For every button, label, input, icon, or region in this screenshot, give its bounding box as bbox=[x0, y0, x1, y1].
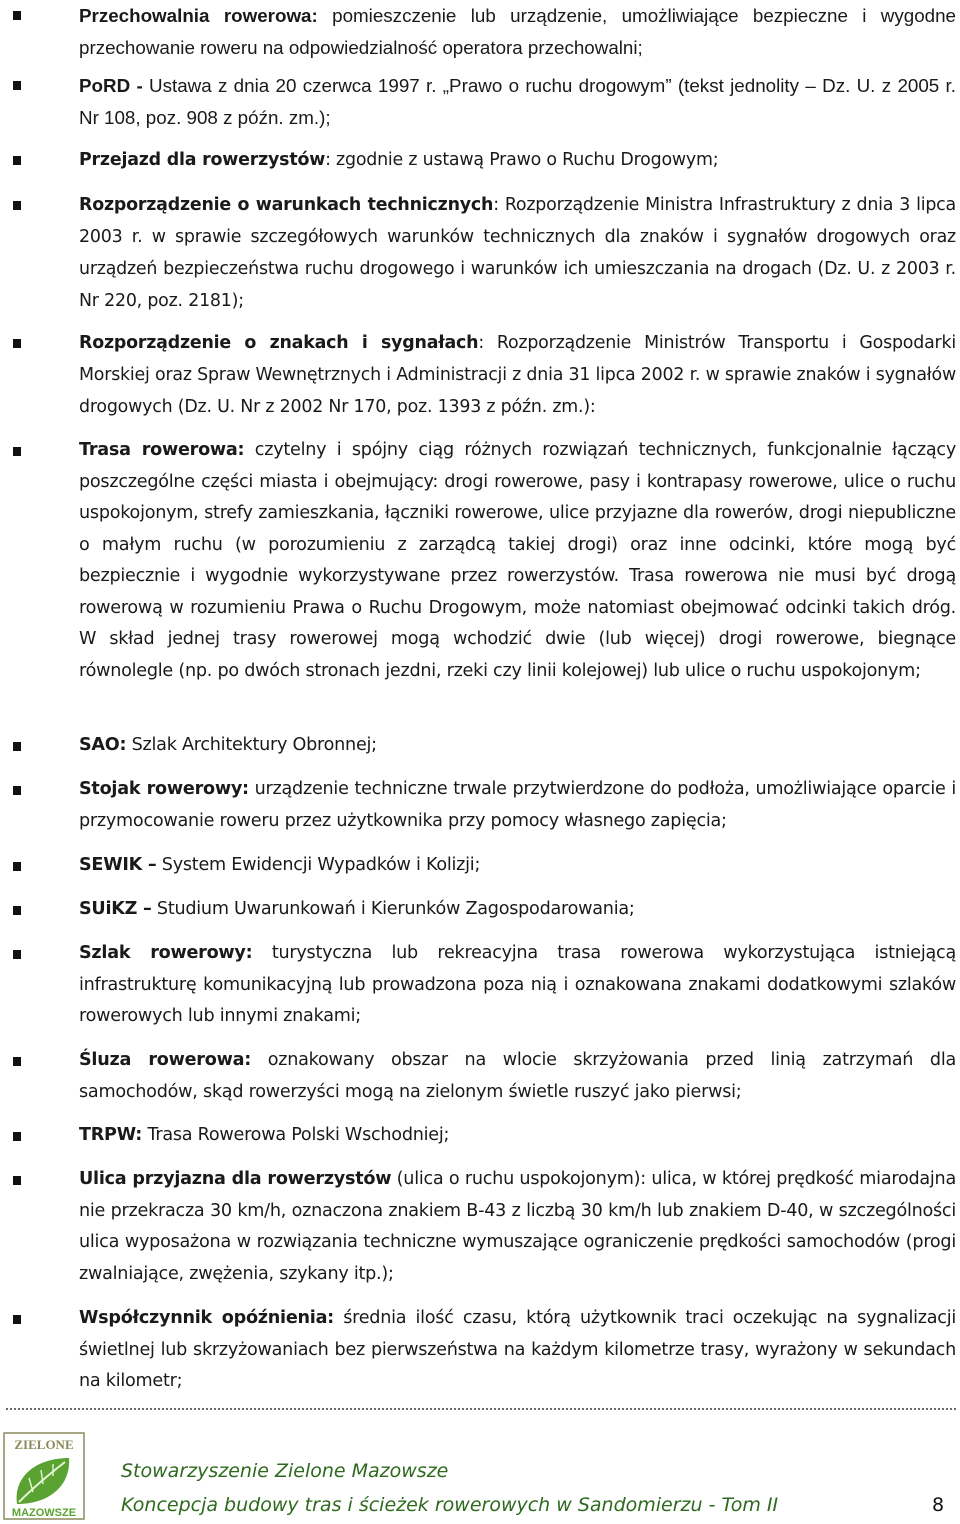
entry-definition: : Rozporządzenie Ministrów Transportu i Gospodarki Morskiej oraz Spraw Wewnętrznych i Administracji z dnia 31 lipca 2002 r. w sprawie znaków i sygnałów drogowych (Dz. U. Nr z 2002 Nr 170, poz. 1393 z późn. zm.): bbox=[79, 333, 957, 417]
entry-definition: urządzenie techniczne trwale przytwierdzone do podłoża, umożliwiające oparcie i przymocowanie roweru przez użytkownika przy pomocy własnego zapięcia; bbox=[79, 779, 956, 831]
logo-top-text: ZIELONE bbox=[14, 1437, 74, 1452]
bullet-icon bbox=[13, 1057, 21, 1066]
entry-text bbox=[79, 189, 956, 317]
entry-text bbox=[79, 327, 956, 423]
entry-text bbox=[79, 0, 956, 64]
logo-bottom-text: MAZOWSZE bbox=[11, 1507, 77, 1519]
zielone-mazowsze-logo bbox=[3, 1432, 85, 1520]
entry-definition: (ulica o ruchu uspokojonym): ulica, w której prędkość miarodajna nie przekracza 30 km/h, oznaczona znakiem B-43 z liczbą 30 km/h lub znakiem D-40, w szczególności ulica wyposażona w rozwiązania techniczne wymuszające ograniczenie prędkości samochodów (progi zwalniające, zwężenia, szykany itp.); bbox=[79, 1169, 956, 1284]
document-title: Koncepcja budowy tras i ścieżek rowerowych w Sandomierzu - Tom II bbox=[121, 1494, 779, 1516]
entry-text bbox=[79, 1120, 956, 1152]
entry-term: SAO: bbox=[79, 735, 127, 755]
glossary-entry bbox=[79, 327, 956, 423]
bullet-icon bbox=[13, 447, 21, 456]
entry-definition: : zgodnie z ustawą Prawo o Ruchu Drogowym; bbox=[325, 150, 719, 170]
entry-text bbox=[79, 435, 956, 687]
entry-definition: średnia ilość czasu, którą użytkownik traci oczekując na sygnalizacji świetlnej lub skrzyżowaniach bez pierwszeństwa na każdym kilometrze trasy, wyrażony w sekundach na kilometr; bbox=[79, 1308, 956, 1391]
glossary-entry bbox=[79, 1045, 956, 1108]
entry-text bbox=[79, 144, 956, 176]
bullet-icon bbox=[13, 950, 21, 959]
entry-definition: czytelny i spójny ciąg różnych rozwiązań technicznych, funkcjonalnie łączący poszczególne części miasta i obejmujący: drogi rowerowe, pasy i kontrapasy rowerowe, ulice o ruchu uspokojonym, strefy zamieszkania, łączniki rowerowe, ulice przyjazne dla rowerów, drogi niepubliczne o małym ruchu (w porozumieniu z zarządcą takiej drogi) oraz inne odcinki, które mogą być bezpiecznie i wygodnie wykorzystywane przez rowerzystów. Trasa rowerowa nie musi być drogą rowerową w rozumieniu Prawa o Ruchu Drogowym, może natomiast obejmować odcinki takich dróg. W skład jednej trasy rowerowej mogą wchodzić dwie (lub więcej) drogi rowerowe, biegnące równolegle (np. po dwóch stronach jezdni, rzeki czy linii kolejowej) lub ulice o ruchu uspokojonym; bbox=[79, 440, 956, 681]
entry-term: PoRD - bbox=[79, 75, 143, 96]
entry-text bbox=[79, 938, 956, 1033]
bullet-icon bbox=[13, 786, 21, 795]
organization-name: Stowarzyszenie Zielone Mazowsze bbox=[121, 1460, 449, 1482]
entry-text bbox=[79, 894, 956, 926]
entry-term: Przejazd dla rowerzystów bbox=[79, 150, 326, 170]
entry-term: Przechowalnia rowerowa: bbox=[79, 5, 318, 26]
entry-definition: oznakowany obszar na wlocie skrzyżowania przed linią zatrzymań dla samochodów, skąd rowerzyści mogą na zielonym świetle ruszyć jako pierwsi; bbox=[79, 1050, 957, 1102]
entry-term: SEWIK – bbox=[79, 855, 157, 875]
glossary-entry bbox=[79, 894, 956, 926]
bullet-icon bbox=[13, 742, 21, 751]
bullet-icon bbox=[13, 906, 21, 915]
entry-term: Śluza rowerowa: bbox=[79, 1050, 251, 1070]
entry-text bbox=[79, 730, 956, 762]
entry-text bbox=[79, 1045, 956, 1108]
entry-definition: System Ewidencji Wypadków i Kolizji; bbox=[156, 855, 481, 875]
bullet-icon bbox=[13, 862, 21, 871]
glossary-entry bbox=[79, 1303, 956, 1398]
bullet-icon bbox=[13, 1132, 21, 1141]
glossary-entry bbox=[79, 730, 956, 762]
entry-definition: Ustawa z dnia 20 czerwca 1997 r. „Prawo o ruchu drogowym” (tekst jednolity – Dz. U. z 2005 r. Nr 108, poz. 908 z późn. zm.); bbox=[79, 75, 956, 128]
entry-term: Rozporządzenie o znakach i sygnałach bbox=[79, 333, 479, 353]
glossary-entry bbox=[79, 1164, 956, 1290]
entry-text bbox=[79, 1303, 956, 1398]
entry-term: Rozporządzenie o warunkach technicznych bbox=[79, 195, 494, 215]
bullet-icon bbox=[13, 81, 21, 90]
glossary-entry bbox=[79, 774, 956, 837]
entry-definition: : Rozporządzenie Ministra Infrastruktury z dnia 3 lipca 2003 r. w sprawie szczegółowych warunków technicznych dla znaków i sygnałów drogowych oraz urządzeń bezpieczeństwa ruchu drogowego i warunków ich umieszczania na drogach (Dz. U. z 2003 r. Nr 220, poz. 2181); bbox=[79, 195, 956, 311]
glossary-entry bbox=[79, 189, 956, 317]
glossary-entry bbox=[79, 435, 956, 687]
glossary-entry bbox=[79, 1120, 956, 1152]
bullet-icon bbox=[13, 11, 21, 20]
entry-term: Współczynnik opóźnienia: bbox=[79, 1308, 334, 1328]
bullet-icon bbox=[13, 1176, 21, 1185]
entry-text bbox=[79, 70, 956, 134]
glossary-entry bbox=[79, 144, 956, 176]
entry-text bbox=[79, 850, 956, 882]
entry-text bbox=[79, 774, 956, 837]
entry-term: TRPW: bbox=[79, 1125, 143, 1145]
glossary-entry bbox=[79, 850, 956, 882]
entry-definition: Trasa Rowerowa Polski Wschodniej; bbox=[142, 1125, 450, 1145]
bullet-icon bbox=[13, 201, 21, 210]
page-number: 8 bbox=[932, 1494, 945, 1516]
bullet-icon bbox=[13, 339, 21, 348]
entry-definition: Studium Uwarunkowań i Kierunków Zagospodarowania; bbox=[151, 899, 635, 919]
entry-term: Stojak rowerowy: bbox=[79, 779, 249, 799]
glossary-entry bbox=[79, 938, 956, 1033]
entry-definition: turystyczna lub rekreacyjna trasa rowerowa wykorzystująca istniejącą infrastrukturę komunikacyjną lub prowadzona poza nią i oznakowana znakami dodatkowymi szlaków rowerowych lub innymi znakami; bbox=[79, 943, 956, 1026]
bullet-icon bbox=[13, 156, 21, 165]
entry-text bbox=[79, 1164, 956, 1290]
bullet-icon bbox=[13, 1315, 21, 1324]
entry-definition: Szlak Architektury Obronnej; bbox=[126, 735, 377, 755]
entry-definition: pomieszczenie lub urządzenie, umożliwiające bezpieczne i wygodne przechowanie roweru na odpowiedzialność operatora przechowalni; bbox=[79, 5, 956, 58]
footer-divider bbox=[6, 1408, 956, 1410]
leaf-logo-icon bbox=[3, 1432, 85, 1520]
entry-term: SUiKZ – bbox=[79, 899, 152, 919]
entry-term: Szlak rowerowy: bbox=[79, 943, 253, 963]
glossary-entry bbox=[79, 0, 956, 64]
entry-term: Trasa rowerowa: bbox=[79, 440, 245, 460]
glossary-entry bbox=[79, 70, 956, 134]
entry-term: Ulica przyjazna dla rowerzystów bbox=[79, 1169, 392, 1189]
